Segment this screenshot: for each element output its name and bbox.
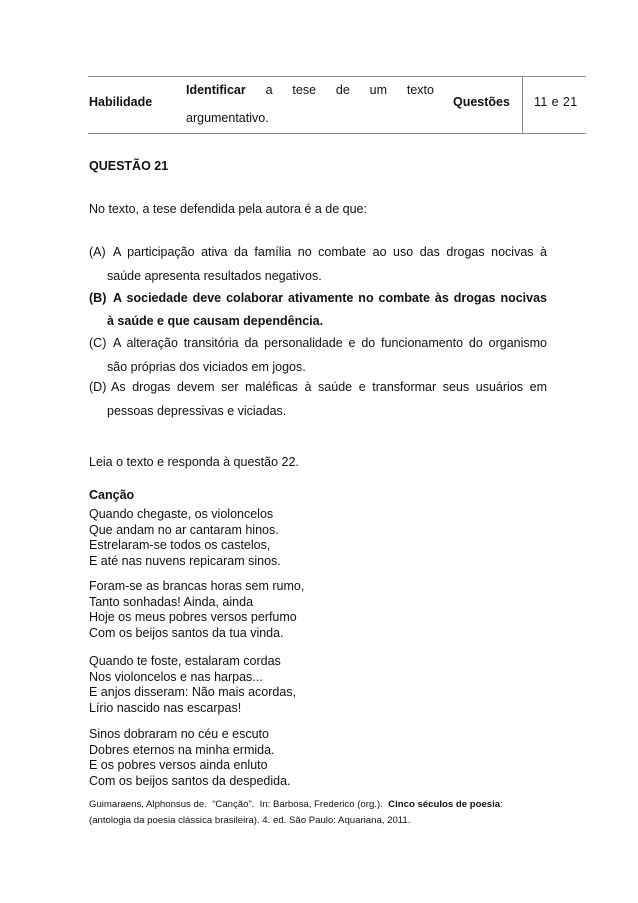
poem-verse: Hoje os meus pobres versos perfumo — [89, 610, 297, 625]
option-a-line1: A participação ativa da família no combate ao uso das drogas nocivas à — [113, 245, 547, 259]
option-a-line2: saúde apresenta resultados negativos. — [107, 269, 322, 283]
citation-line1 — [89, 797, 503, 813]
poem-stanza-4 — [89, 727, 291, 789]
poem-stanza-1 — [89, 507, 281, 569]
habilidade-word: um — [369, 83, 387, 97]
poem-verse: Com os beijos santos da despedida. — [89, 773, 291, 788]
poem-verse: Foram-se as brancas horas sem rumo, — [89, 579, 305, 593]
option-d-line1: As drogas devem ser maléficas à saúde e transformar seus usuários em — [111, 380, 547, 394]
option-b-line1: A sociedade deve colaborar ativamente no combate às drogas nocivas — [113, 291, 547, 305]
option-d-line2: pessoas depressivas e viciadas. — [107, 404, 287, 418]
poem-verse: Dobres eternos na minha ermida. — [89, 742, 275, 757]
habilidade-text-line2: argumentativo. — [186, 111, 269, 125]
table-top-border — [88, 76, 586, 77]
option-b-line2: à saúde e que causam dependência. — [107, 314, 324, 328]
poem-verse: Que andam no ar cantaram hinos. — [89, 522, 279, 537]
poem-verse: E até nas nuvens repicaram sinos. — [89, 553, 281, 568]
question-title: QUESTÃO 21 — [89, 159, 169, 173]
instruction-text: Leia o texto e responda à questão 22. — [89, 455, 299, 469]
habilidade-word: a — [265, 83, 273, 97]
poem-verse: Lírio nascido nas escarpas! — [89, 700, 242, 715]
poem-title: Canção — [89, 488, 135, 502]
poem-verse: Quando te foste, estalaram cordas — [89, 654, 281, 668]
option-c-line2: são próprias dos viciados em jogos. — [107, 360, 306, 374]
habilidade-label: Habilidade — [89, 95, 153, 109]
option-c-line1: A alteração transitória da personalidade e do funcionamento do organismo — [113, 336, 547, 350]
poem-verse: Estrelaram-se todos os castelos, — [89, 538, 271, 553]
poem-stanza-2 — [89, 579, 304, 641]
poem-verse: E os pobres versos ainda enluto — [89, 758, 268, 773]
poem-verse: Com os beijos santos da tua vinda. — [89, 625, 284, 640]
question-prompt: No texto, a tese defendida pela autora é a de que: — [89, 202, 367, 216]
poem-verse: Nos violoncelos e nas harpas... — [89, 669, 263, 684]
option-c-letter: (C) — [89, 336, 107, 350]
poem-verse: Tanto sonhadas! Ainda, ainda — [89, 594, 254, 609]
poem-verse: Quando chegaste, os violoncelos — [89, 507, 274, 521]
habilidade-word: texto — [406, 83, 434, 97]
option-a-letter: (A) — [89, 245, 106, 259]
poem-verse: E anjos disseram: Não mais acordas, — [89, 685, 297, 700]
table-bottom-border — [88, 133, 586, 134]
habilidade-word: de — [335, 83, 350, 97]
habilidade-word: tese — [292, 83, 317, 97]
citation-book-title: Cinco séculos de poesia — [388, 799, 501, 810]
poem-verse: Sinos dobraram no céu e escuto — [89, 727, 269, 741]
poem-stanza-3 — [89, 654, 296, 716]
habilidade-text-line1 — [186, 83, 434, 97]
questoes-value: 11 e 21 — [534, 95, 578, 109]
citation-prefix: Guimaraens, Alphonsus de. “Canção”. In: Barbosa, Frederico (org.). — [89, 799, 389, 810]
habilidade-word: Identificar — [186, 83, 246, 97]
citation-suffix: : — [500, 799, 503, 810]
citation-line2: (antologia da poesia clássica brasileira). 4. ed. São Paulo: Aquariana, 2011. — [89, 815, 411, 826]
table-column-divider — [522, 76, 523, 134]
questoes-label: Questões — [453, 95, 510, 109]
option-d-letter: (D) — [89, 380, 107, 394]
option-b-letter: (B) — [89, 291, 107, 305]
